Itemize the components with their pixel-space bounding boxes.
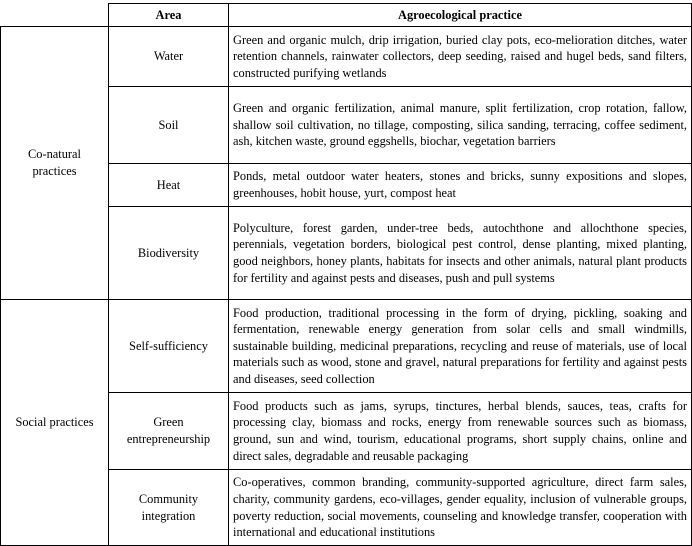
practice-biodiversity: Polyculture, forest garden, under-tree beds, autochthone and allochthone species, perennials, vegetation borders, biological pest control, dense planting, mixed planting, good neighbors, honey plants, habitats for insects and other animals, natural plant products for fertility and against pests and diseases, push and pull systems xyxy=(229,207,692,300)
header-area: Area xyxy=(109,4,229,27)
table-row xyxy=(1,300,692,393)
practice-self-sufficiency: Food production, traditional processing in the form of drying, pickling, soaking and fermentation, renewable energy generation from solar cells and small windmills, sustainable building, medicinal preparations, recycling and reuse of materials, use of local materials such as wood, stone and gravel, natural preparations for fertility and against pests and diseases, seed collection xyxy=(229,300,692,393)
category-social: Social practices xyxy=(1,300,109,546)
table-row xyxy=(1,27,692,87)
area-biodiversity: Biodiversity xyxy=(109,207,229,300)
header-practice: Agroecological practice xyxy=(229,4,692,27)
practice-community-integration: Co-operatives, common branding, community-supported agriculture, direct farm sales, charity, community gardens, eco-villages, gender equality, inclusion of vulnerable groups, poverty reduction, social movements, counseling and knowledge transfer, cooperation with international and educational institutions xyxy=(229,470,692,546)
area-heat: Heat xyxy=(109,164,229,207)
practice-green-entrepreneurship: Food products such as jams, syrups, tinctures, herbal blends, sauces, teas, crafts for processing clay, biomass and rocks, energy from renewable sources such as biomass, ground, sun and wind, tourism, educational programs, short supply chains, online and direct sales, degradable and reusable packaging xyxy=(229,393,692,470)
area-soil: Soil xyxy=(109,87,229,164)
agroecological-practices-table xyxy=(0,3,692,546)
area-water: Water xyxy=(109,27,229,87)
category-co-natural: Co-natural practices xyxy=(1,27,109,300)
area-self-sufficiency: Self-sufficiency xyxy=(109,300,229,393)
practice-water: Green and organic mulch, drip irrigation, buried clay pots, eco-melioration ditches, water retention channels, rainwater collectors, deep seeding, raised and hugel beds, sand filters, constructed purifying wetlands xyxy=(229,27,692,87)
practice-soil: Green and organic fertilization, animal manure, split fertilization, crop rotation, fallow, shallow soil cultivation, no tillage, composting, silica sanding, terracing, coffee sediment, ash, kitchen waste, ground eggshells, biochar, vegetation barriers xyxy=(229,87,692,164)
practice-heat: Ponds, metal outdoor water heaters, stones and bricks, sunny expositions and slopes, greenhouses, hobit house, yurt, compost heat xyxy=(229,164,692,207)
area-community-integration: Community integration xyxy=(109,470,229,546)
area-green-entrepreneurship: Green entrepreneurship xyxy=(109,393,229,470)
header-blank-cell xyxy=(1,4,109,27)
header-row xyxy=(1,4,692,27)
